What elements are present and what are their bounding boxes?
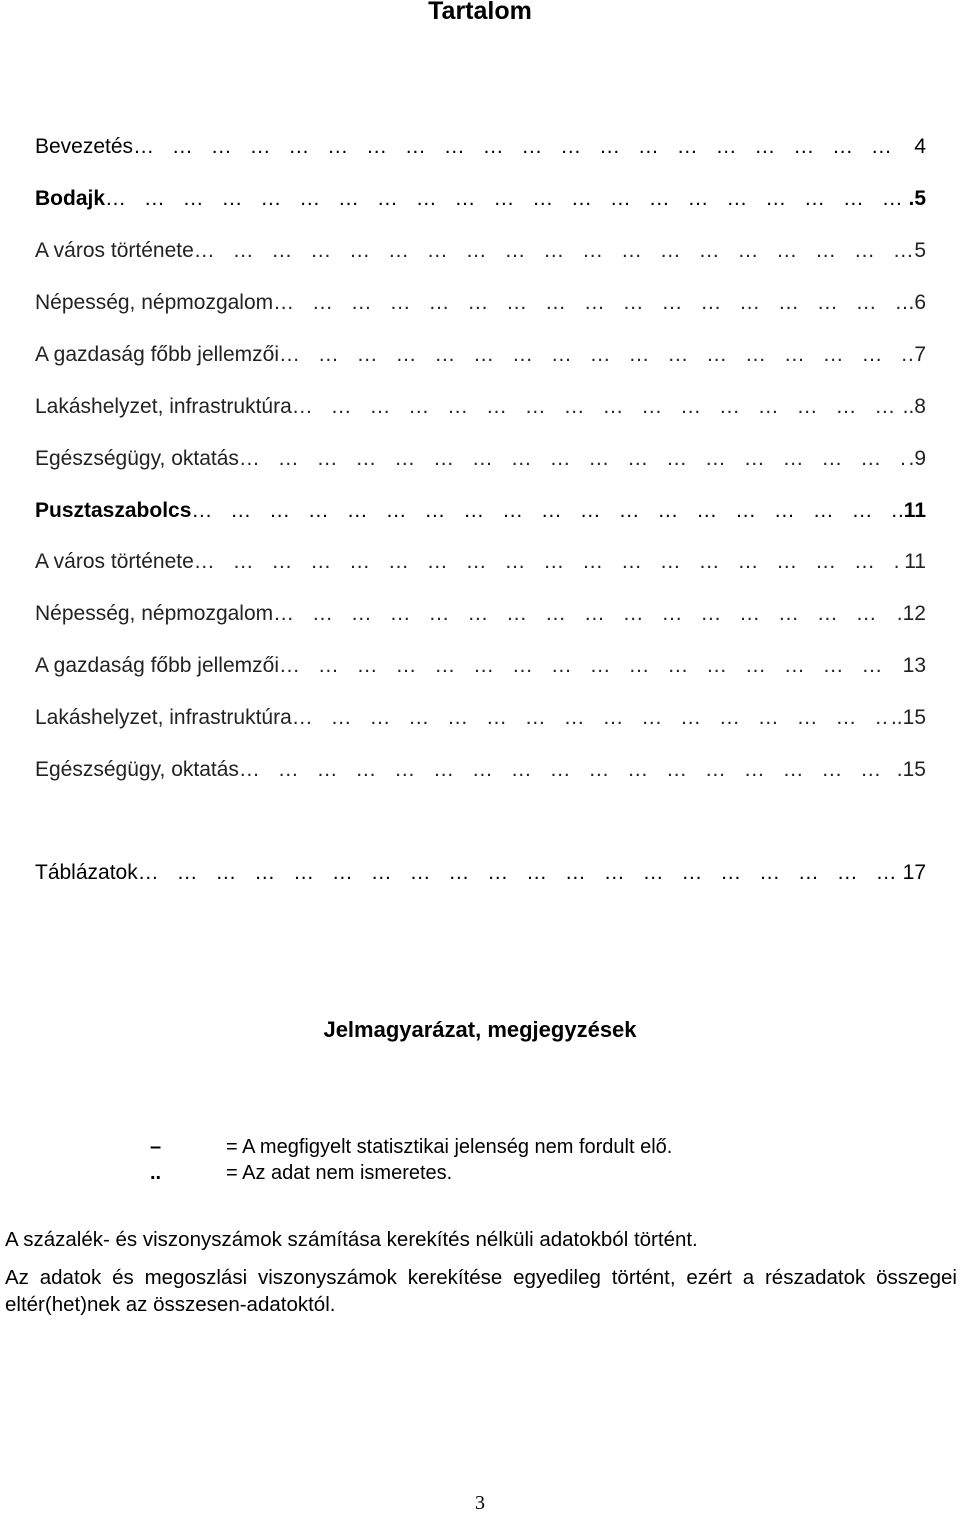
toc-entry-label: Pusztaszabolcs xyxy=(35,499,192,522)
page-title: Tartalom xyxy=(428,0,532,25)
toc-entry[interactable] xyxy=(35,446,926,472)
toc-leader-dots xyxy=(279,342,912,368)
toc-leader-dots xyxy=(273,290,906,316)
toc-entry-page: ..8 xyxy=(902,395,926,418)
toc-entry[interactable] xyxy=(35,238,926,264)
toc-entry[interactable] xyxy=(35,860,926,886)
toc-leader-dots xyxy=(292,394,901,420)
toc-entry-page: .15 xyxy=(896,758,926,781)
toc-entry-label: Egészségügy, oktatás xyxy=(35,758,239,781)
toc-entry-label: Bodajk xyxy=(35,187,106,210)
toc-entry[interactable] xyxy=(35,394,926,420)
toc-leader-dots xyxy=(133,134,912,160)
toc-entry[interactable] xyxy=(35,134,926,160)
toc-entry-page: ..15 xyxy=(890,706,926,729)
legend-text: = A megfigyelt statisztikai jelenség nem fordult elő. xyxy=(226,1136,673,1158)
toc-entry-label: Bevezetés xyxy=(35,135,134,158)
note-paragraph: A százalék- és viszonyszámok számítása kerekítés nélküli adatokból történt. xyxy=(5,1228,698,1251)
toc-entry-label: Népesség, népmozgalom xyxy=(35,602,274,625)
toc-leader-dots xyxy=(138,860,901,886)
note-paragraph: Az adatok és megoszlási viszonyszámok kerekítése egyedileg történt, ezért a részadatok összegei eltér(het)nek az összesen-adatoktól. xyxy=(5,1266,957,1316)
toc-entry-page: .6 xyxy=(908,291,926,314)
toc-entry-label: Táblázatok xyxy=(35,861,138,884)
page-number: 3 xyxy=(475,1492,485,1514)
toc-entry-label: Lakáshelyzet, infrastruktúra xyxy=(35,706,292,729)
legend-text: = Az adat nem ismeretes. xyxy=(226,1162,453,1184)
toc-entry-page: 13 xyxy=(902,654,926,677)
toc-leader-dots xyxy=(194,238,913,264)
toc-leader-dots xyxy=(279,653,901,679)
toc-entry[interactable] xyxy=(35,653,926,679)
toc-entry-page: .12 xyxy=(896,602,926,625)
legend-symbol: .. xyxy=(150,1162,162,1184)
toc-entry-label: A gazdaság főbb jellemzői xyxy=(35,343,279,366)
toc-entry[interactable] xyxy=(35,290,926,316)
toc-entry[interactable] xyxy=(35,342,926,368)
legend-symbol: – xyxy=(150,1136,162,1158)
toc-entry[interactable] xyxy=(35,186,926,212)
toc-entry[interactable] xyxy=(35,705,926,731)
toc-entry-page: 11 xyxy=(903,499,926,522)
toc-entry[interactable] xyxy=(35,757,926,783)
toc-leader-dots xyxy=(273,601,895,627)
toc-leader-dots xyxy=(292,705,889,731)
toc-entry-label: A város története xyxy=(35,239,194,262)
toc-entry-label: A város története xyxy=(35,550,194,573)
toc-entry-page: 4 xyxy=(914,135,926,158)
toc-entry-label: Lakáshelyzet, infrastruktúra xyxy=(35,395,292,418)
toc-leader-dots xyxy=(105,186,906,212)
toc-entry[interactable] xyxy=(35,549,926,575)
toc-entry-page: 7 xyxy=(914,343,926,366)
toc-entry-page: 17 xyxy=(902,861,926,884)
toc-leader-dots xyxy=(239,446,907,472)
toc-entry-label: A gazdaság főbb jellemzői xyxy=(35,654,279,677)
toc-leader-dots xyxy=(239,757,895,783)
toc-entry-page: .9 xyxy=(908,447,926,470)
toc-entry-page: 11 xyxy=(904,550,926,573)
legend-heading: Jelmagyarázat, megjegyzések xyxy=(323,1017,637,1042)
toc-leader-dots xyxy=(191,498,901,524)
toc-entry[interactable] xyxy=(35,601,926,627)
toc-entry-label: Népesség, népmozgalom xyxy=(35,291,274,314)
toc-entry[interactable] xyxy=(35,498,926,524)
toc-entry-label: Egészségügy, oktatás xyxy=(35,447,239,470)
toc-entry-page: 5 xyxy=(914,239,926,262)
toc-leader-dots xyxy=(194,549,902,575)
toc-entry-page: .5 xyxy=(908,187,926,210)
